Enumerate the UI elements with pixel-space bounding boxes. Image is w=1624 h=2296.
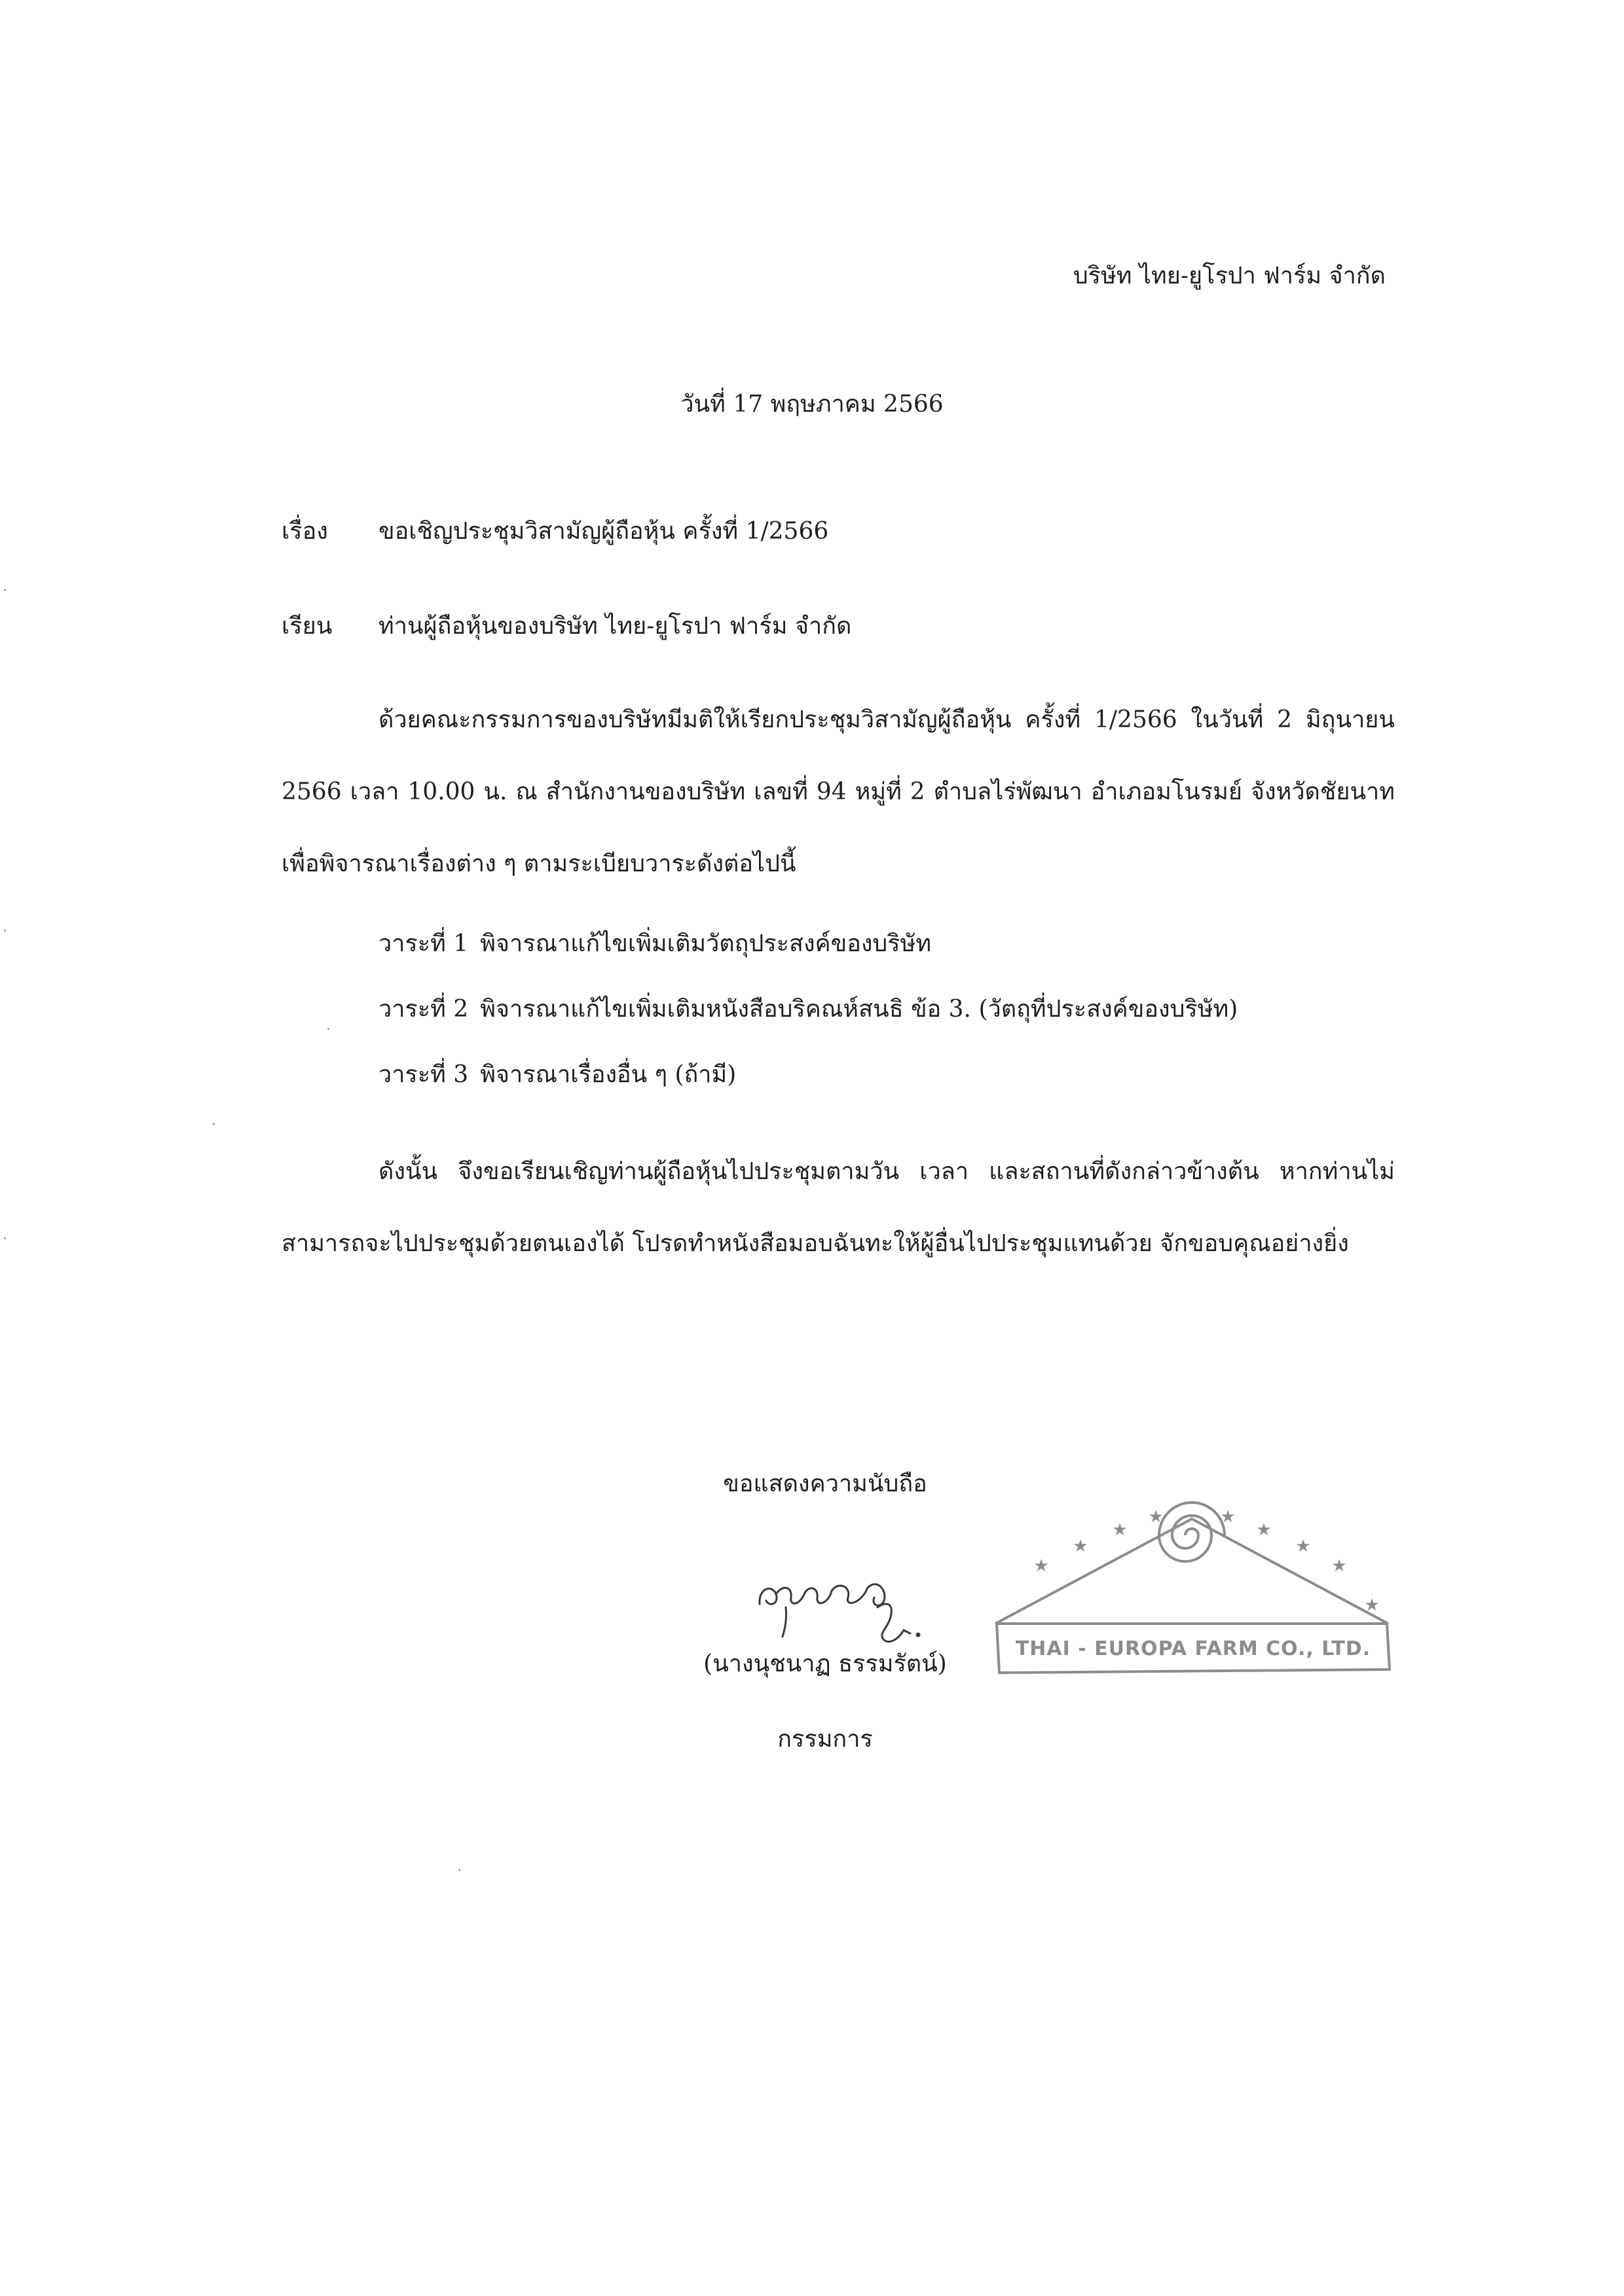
recipient-text: ท่านผู้ถือหุ้นของบริษัท ไทย-ยูโรปา ฟาร์ม จำกัด [378,613,852,640]
agenda-item [378,930,931,958]
scan-speck [213,1123,215,1125]
signer-name: (นางนุชนาฏ ธรรมรัตน์) [703,1650,947,1677]
subject-text: ขอเชิญประชุมวิสามัญผู้ถือหุ้น ครั้งที่ 1/2566 [378,518,829,545]
seal-text: THAI - EUROPA FARM CO., LTD. [1015,1637,1371,1660]
agenda-number: วาระที่ 2 [378,996,469,1023]
agenda-text: พิจารณาเรื่องอื่น ๆ (ถ้ามี) [480,1061,737,1088]
agenda-number: วาระที่ 1 [378,930,469,957]
svg-text:★: ★ [1073,1537,1088,1556]
agenda-text: พิจารณาแก้ไขเพิ่มเติมวัตถุประสงค์ของบริษัท [480,930,932,957]
subject-label: เรื่อง [282,518,328,545]
signer-title: กรรมการ [777,1726,873,1753]
scan-speck [4,930,6,932]
svg-text:★: ★ [1331,1556,1347,1576]
agenda-item [378,995,1238,1023]
svg-text:★: ★ [1295,1537,1311,1556]
intro-text: ด้วยคณะกรรมการของบริษัทมีมติให้เรียกประชุมวิสามัญผู้ถือหุ้น ครั้งที่ 1/2566 ในวันที่ 2 มิถุนายน 2566 เวลา 10.00 น. ณ สำนักงานของบริษัท เลขที่ 94 หมู่ที่ 2 ตำบลไร่พัฒนา อำเภอมโนรมย์ จังหวัดชัยนาท เพื่อพิจารณาเรื่องต่าง ๆ ตามระเบียบวาระดังต่อไปนี้ [282,706,1395,877]
svg-text:★: ★ [1220,1507,1236,1527]
agenda-number: วาระที่ 3 [378,1061,469,1088]
scan-speck [327,1028,329,1030]
company-seal [982,1499,1401,1722]
agenda-text: พิจารณาแก้ไขเพิ่มเติมหนังสือบริคณห์สนธิ ข้อ 3. (วัตถุที่ประสงค์ของบริษัท) [480,996,1238,1023]
closing-paragraph [282,1136,1395,1280]
scan-speck [4,1237,6,1239]
agenda-item [378,1061,736,1089]
svg-text:★: ★ [1112,1520,1128,1540]
letter-date: วันที่ 17 พฤษภาคม 2566 [680,391,944,418]
closing-salutation: ขอแสดงความนับถือ [723,1470,927,1497]
closing-paragraph-text: ดังนั้น จึงขอเรียนเชิญท่านผู้ถือหุ้นไปประชุมตามวัน เวลา และสถานที่ดังกล่าวข้างต้น หากท่านไม่สามารถจะไปประชุมด้วยตนเองได้ โปรดทำหนังสือมอบฉันทะให้ผู้อื่นไปประชุมแทนด้วย จักขอบคุณอย่างยิ่ง [282,1158,1395,1257]
recipient-label: เรียน [282,613,333,640]
scan-speck [4,589,6,591]
svg-text:★: ★ [1033,1556,1049,1576]
svg-text:★: ★ [1364,1595,1380,1615]
company-name: บริษัท ไทย-ยูโรปา ฟาร์ม จำกัด [1073,263,1386,289]
scan-speck [458,1869,460,1871]
svg-text:★: ★ [1256,1520,1272,1540]
intro-paragraph [282,684,1395,900]
svg-text:★: ★ [1148,1507,1164,1527]
